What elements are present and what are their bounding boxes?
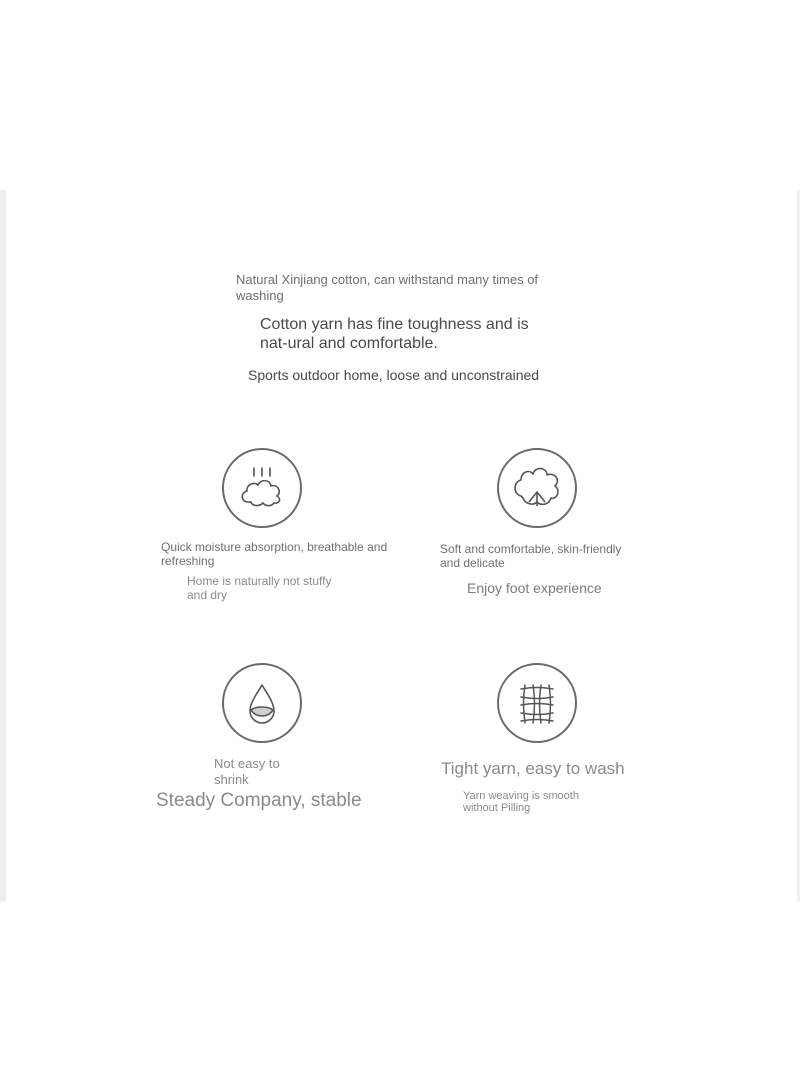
feature-2-sub: Enjoy foot experience	[467, 580, 602, 596]
cotton-boll-icon	[497, 448, 577, 528]
feature-1-heading: Quick moisture absorption, breathable and refreshing	[161, 540, 388, 569]
feature-4-heading: Tight yarn, easy to wash	[441, 759, 625, 778]
feature-3-heading: Not easy to shrink	[214, 756, 280, 787]
left-border	[0, 190, 6, 902]
feature-4-sub: Yarn weaving is smooth without Pilling	[463, 790, 579, 815]
feature-3-sub: Steady Company, stable	[156, 790, 362, 811]
feature-1-sub: Home is naturally not stuffy and dry	[187, 574, 332, 603]
intro-line-3: Sports outdoor home, loose and unconstrained	[248, 367, 540, 383]
woven-mesh-icon	[497, 663, 577, 743]
cloud-steam-icon	[222, 448, 302, 528]
water-drop-icon	[222, 663, 302, 743]
feature-2-heading: Soft and comfortable, skin-friendly and delicate	[440, 542, 622, 571]
intro-line-2: Cotton yarn has fine toughness and is nat-ural and comfortable.	[260, 316, 529, 353]
intro-line-1: Natural Xinjiang cotton, can withstand many times of washing	[236, 272, 539, 303]
